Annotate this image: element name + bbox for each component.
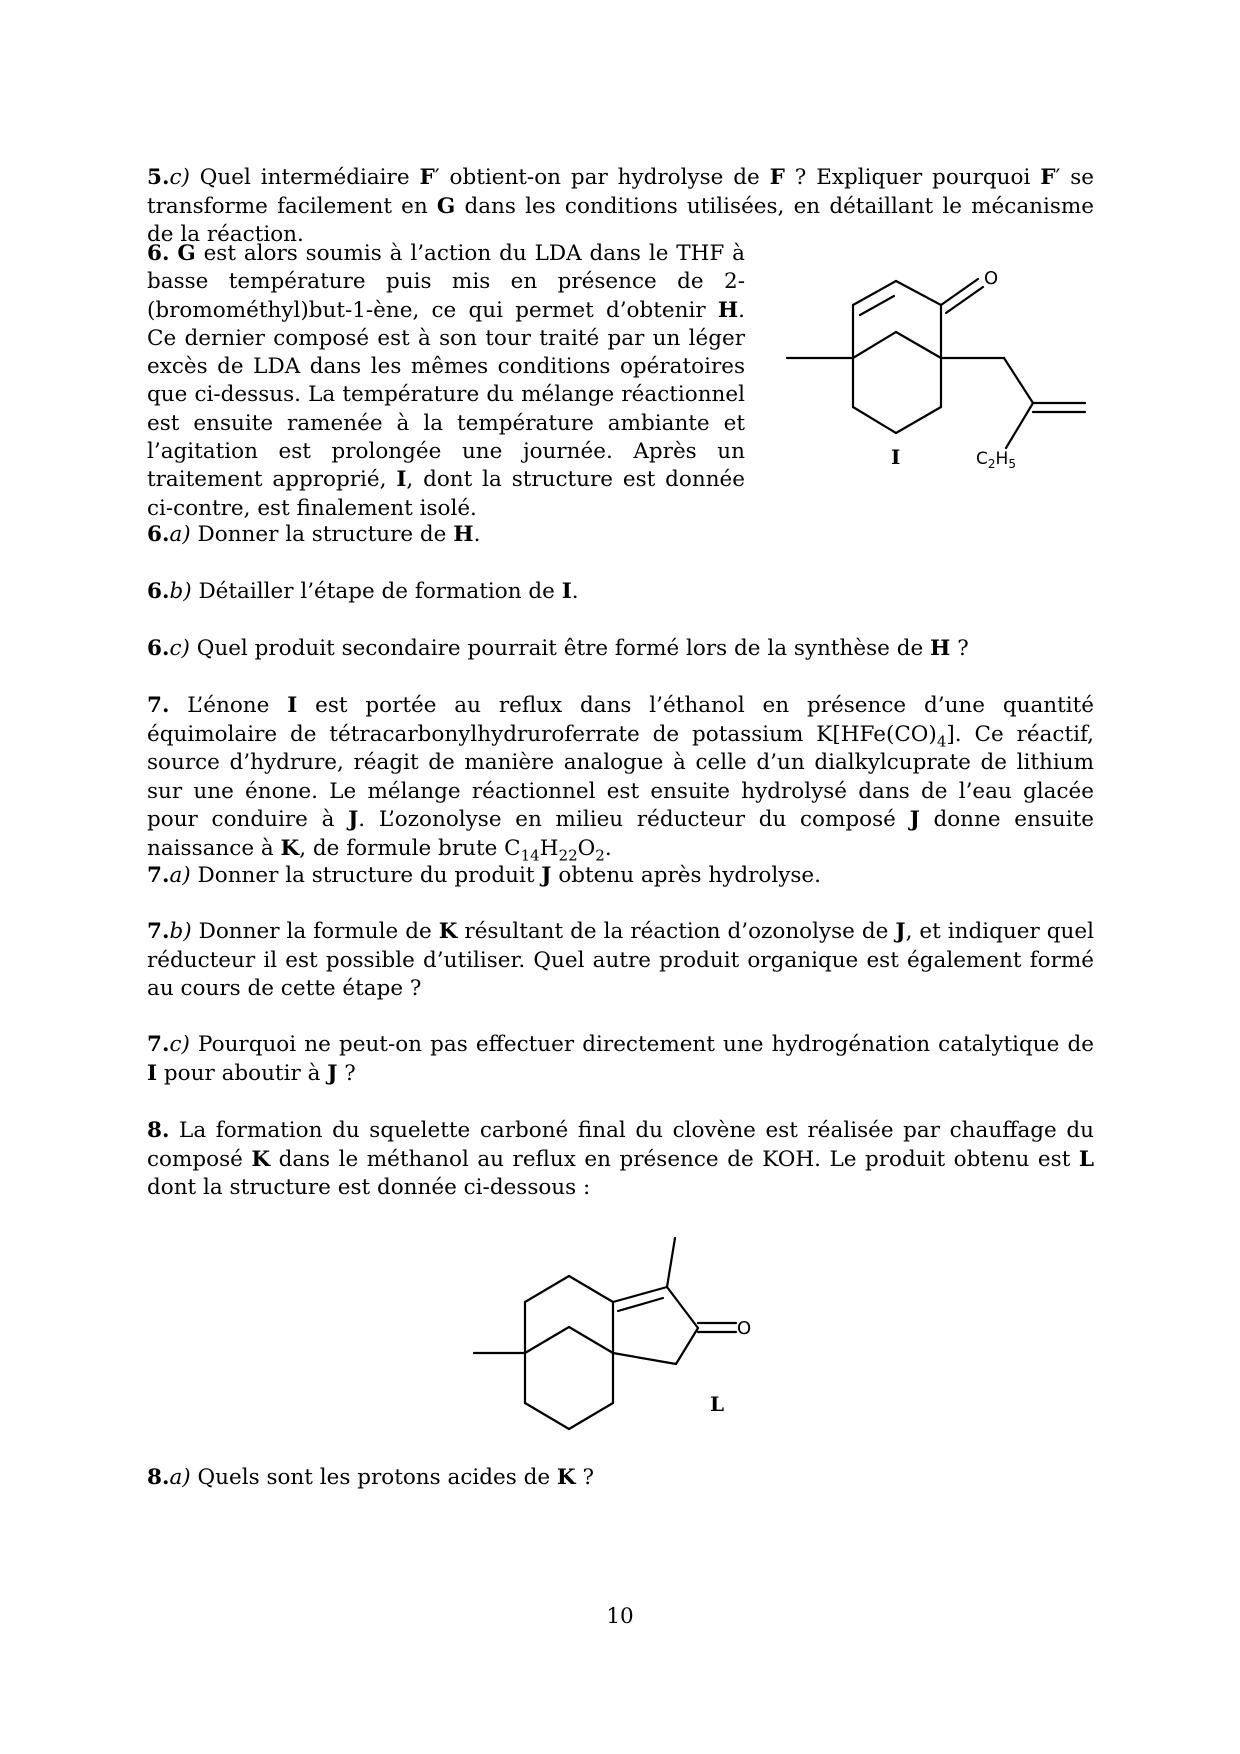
- text: Pourquoi ne peut-on pas effectuer directement une hydrogénation catalytique de: [189, 1032, 1094, 1057]
- double-bond-line: [618, 1298, 663, 1311]
- question-7b: [147, 918, 1094, 1004]
- compound-ref: F: [769, 165, 785, 190]
- text: Quel produit secondaire pourrait être formé lors de la synthèse de: [189, 636, 931, 661]
- compound-ref: I: [287, 693, 298, 718]
- text: .: [473, 522, 481, 547]
- question-sub: b): [169, 579, 192, 604]
- ethyl-group: $C_2H_5$: [976, 449, 1016, 471]
- bond: [853, 407, 896, 433]
- text: obtient-on par hydrolyse de: [439, 165, 770, 190]
- compound-ref: G: [177, 241, 196, 266]
- bond: [525, 1327, 569, 1353]
- question-sub: c): [169, 1032, 190, 1057]
- text: obtenu après hydrolyse.: [551, 863, 821, 888]
- question-7a: [147, 862, 1094, 891]
- text: est alors soumis à l’action du LDA dans le THF à basse température puis mis en présence de 2-(bromométhyl)but-1-ène, ce qui permet d’obtenir: [147, 241, 745, 323]
- text: H: [539, 835, 559, 861]
- text: La formation du squelette carboné final du clovène est réalisée par chauffage du composé: [147, 1118, 1094, 1172]
- question-number: 7.: [147, 693, 170, 718]
- oxygen-atom: O: [737, 1318, 752, 1339]
- molecule-L: [470, 1225, 790, 1445]
- carbonyl-bond: [941, 279, 978, 305]
- question-sub: c): [169, 636, 190, 661]
- question-sub: a): [169, 1465, 191, 1490]
- text: ? Expliquer pourquoi: [784, 165, 1041, 190]
- question-6a: [147, 521, 1094, 550]
- text: , de formule brute C: [299, 835, 521, 861]
- question-number: 7.: [147, 863, 170, 888]
- bond: [1004, 358, 1033, 403]
- bond: [525, 1403, 569, 1429]
- question-number: 8.: [147, 1465, 170, 1490]
- carbonyl-bond: [946, 287, 983, 313]
- compound-ref: J: [327, 1060, 338, 1086]
- question-6b: [147, 578, 1094, 607]
- ethyl-bond: [1006, 403, 1033, 448]
- subscript: 14: [520, 845, 540, 864]
- compound-ref: I: [396, 467, 407, 493]
- compound-ref: K: [251, 1146, 271, 1172]
- compound-ref: J: [541, 863, 552, 888]
- compound-ref: K: [280, 835, 300, 861]
- bond: [569, 1403, 613, 1429]
- bond: [569, 1327, 613, 1353]
- prime-mark: ′: [434, 165, 440, 190]
- subscript: 4: [936, 731, 947, 750]
- question-sub: a): [169, 863, 191, 888]
- bond: [896, 281, 941, 305]
- ring-bond: [676, 1328, 698, 1364]
- compound-ref: F: [1040, 165, 1056, 190]
- oxygen-atom: O: [984, 268, 999, 289]
- question-7: [147, 692, 1094, 863]
- subscript: 22: [558, 845, 578, 864]
- compound-ref: J: [895, 919, 906, 944]
- bond: [853, 281, 896, 305]
- ring-bond: [613, 1353, 676, 1364]
- text: , dont la structure est donnée ci-contre, est finalement isolé.: [147, 467, 745, 521]
- question-number: 7.: [147, 919, 170, 944]
- text: Quel intermédiaire: [189, 165, 420, 190]
- text: Détailler l’étape de formation de: [191, 579, 562, 604]
- compound-ref: J: [909, 807, 920, 832]
- bond: [896, 407, 941, 433]
- text: se transforme facilement en: [147, 165, 1095, 219]
- question-sub: c): [169, 165, 190, 190]
- methyl-bond: [667, 1238, 675, 1287]
- compound-label: L: [710, 1392, 725, 1416]
- bond: [569, 1276, 613, 1302]
- text: .: [604, 835, 612, 861]
- compound-ref: K: [556, 1465, 576, 1490]
- subscript: 2: [595, 845, 605, 864]
- compound-ref: K: [438, 919, 458, 944]
- text: . Ce dernier composé est à son tour traité par un léger excès de LDA dans les mêmes conditions opératoires que ci-dessus. La température du mélange réactionnel est ensuite ramenée à la température ambiante et l’agitation est prolongée une journée. Après un traitement approprié,: [147, 297, 745, 493]
- compound-ref: I: [561, 579, 572, 604]
- text: dans les conditions utilisées, en détaillant le mécanisme de la réaction.: [147, 193, 1095, 247]
- text: est portée au reflux dans l’éthanol en présence d’une quantité équimolaire de tétracarbonylhydruroferrate de potassium K[HFe(CO): [147, 693, 1094, 747]
- compound-ref: H: [717, 297, 739, 323]
- text: résultant de la réaction d’ozonolyse de: [457, 919, 896, 944]
- ring-bond: [667, 1287, 698, 1328]
- text: dont la structure est donnée ci-dessous :: [147, 1175, 591, 1200]
- text: Quels sont les protons acides de: [190, 1465, 557, 1490]
- question-6: [147, 240, 745, 523]
- bond: [896, 332, 941, 358]
- molecule-I: [780, 255, 1110, 485]
- compound-ref: L: [1078, 1146, 1094, 1172]
- question-5c: [147, 164, 1094, 250]
- text: dans le méthanol au reflux en présence de KOH. Le produit obtenu est: [270, 1146, 1079, 1172]
- compound-ref: G: [436, 193, 456, 219]
- compound-ref: H: [930, 636, 951, 661]
- text: Donner la structure de: [190, 522, 454, 547]
- page-number: 10: [606, 1604, 634, 1629]
- question-6c: [147, 635, 1094, 664]
- compound-ref: I: [147, 1060, 158, 1086]
- question-number: 6.: [147, 579, 170, 604]
- question-7c: [147, 1031, 1094, 1088]
- text: ?: [950, 636, 969, 661]
- compound-label: I: [891, 445, 901, 469]
- question-sub: b): [169, 919, 192, 944]
- compound-ref: F: [419, 165, 435, 190]
- question-sub: a): [169, 522, 191, 547]
- question-8: [147, 1117, 1094, 1203]
- text: Donner la formule de: [191, 919, 439, 944]
- text: .: [571, 579, 579, 604]
- question-number: 6.: [147, 522, 170, 547]
- question-number: 7.: [147, 1032, 170, 1057]
- text: ?: [575, 1465, 594, 1490]
- question-number: 6.: [147, 241, 170, 266]
- bond: [853, 332, 896, 358]
- text: ?: [337, 1060, 356, 1086]
- text: donne ensuite naissance à: [147, 807, 1094, 861]
- compound-ref: J: [348, 807, 359, 832]
- question-number: 8.: [147, 1118, 170, 1143]
- bond: [525, 1276, 569, 1302]
- question-number: 6.: [147, 636, 170, 661]
- text: , et indiquer quel réducteur il est possible d’utiliser. Quel autre produit organique est également formé au cours de cette étape ?: [147, 919, 1094, 1001]
- text: pour aboutir à: [157, 1060, 328, 1086]
- text: O: [577, 835, 596, 861]
- text: L’énone: [169, 693, 288, 718]
- text: . L’ozonolyse en milieu réducteur du composé: [358, 807, 910, 832]
- prime-mark: ′: [1055, 165, 1061, 190]
- text: ]. Ce réactif, source d’hydrure, réagit de manière analogue à celle d’un dialkylcuprate de lithium sur une énone. Le mélange réactionnel est ensuite hydrolysé dans de l’eau glacée pour conduire à: [147, 721, 1095, 832]
- question-number: 5.: [147, 165, 170, 190]
- text: Donner la structure du produit: [190, 863, 542, 888]
- compound-ref: H: [453, 522, 474, 547]
- question-8a: [147, 1464, 1094, 1493]
